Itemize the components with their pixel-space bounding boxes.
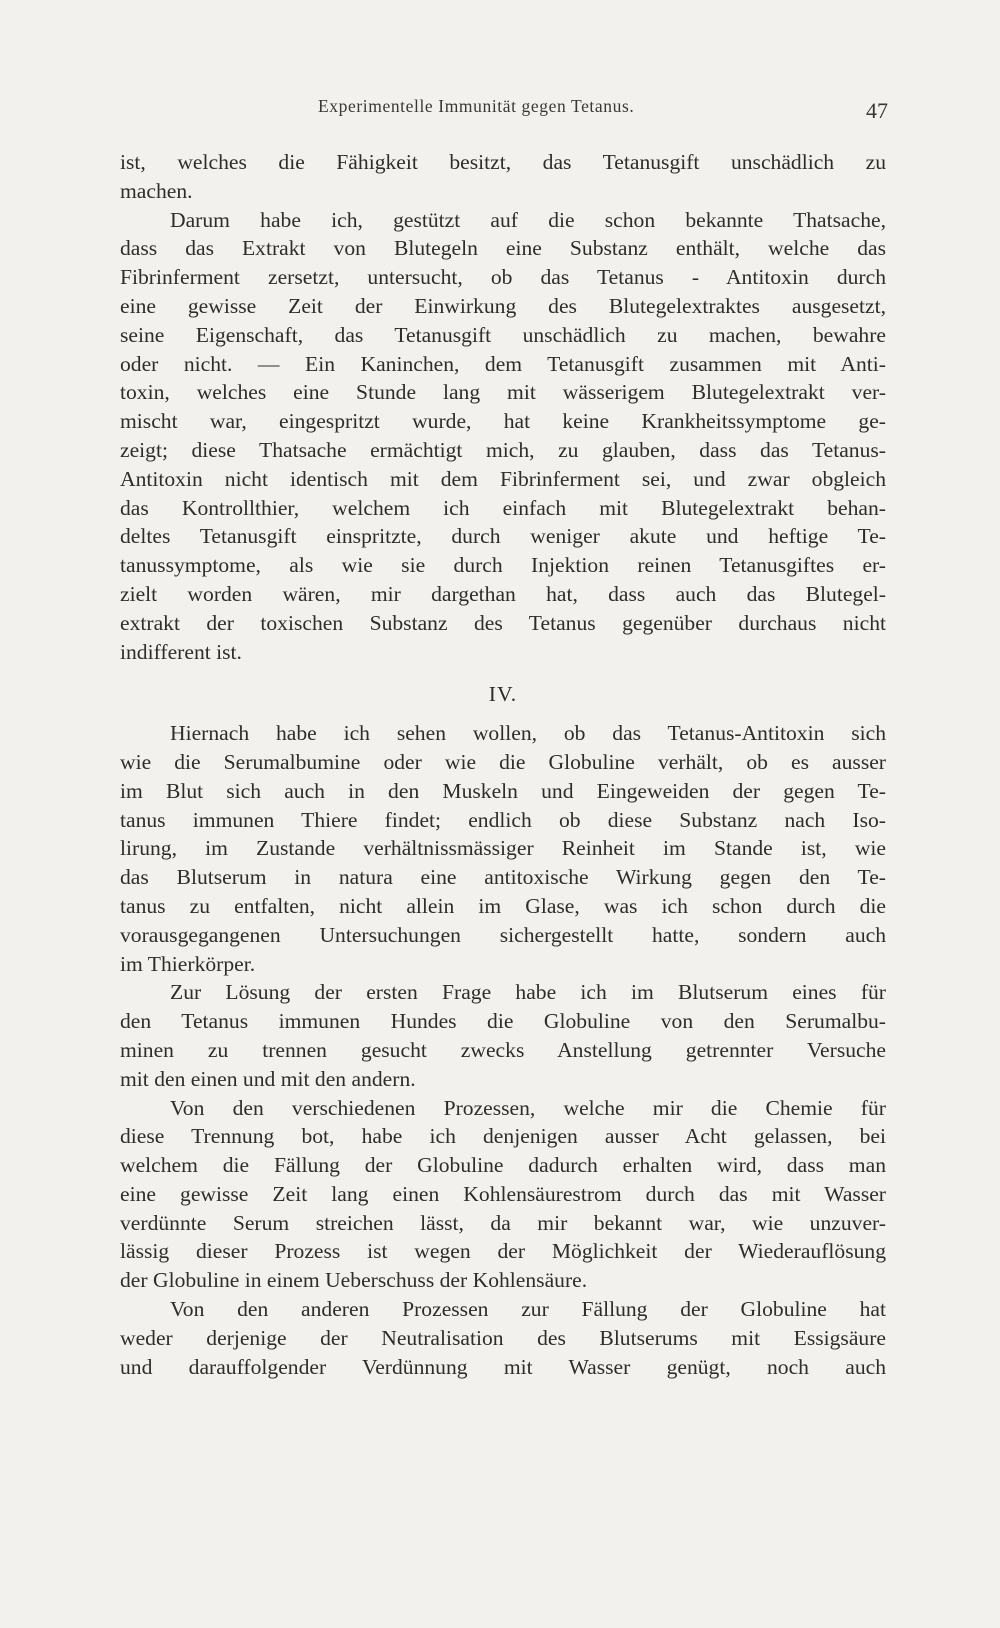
text-line: dass das Extrakt von Blutegeln eine Substanz enthält, welche das	[120, 236, 886, 261]
text-line: verdünnte Serum streichen lässt, da mir bekannt war, wie unzuver-	[120, 1210, 886, 1235]
text-line: weder derjenige der Neutralisation des Blutserums mit Essigsäure	[120, 1325, 886, 1350]
page-header	[118, 96, 888, 126]
text-line: Hiernach habe ich sehen wollen, ob das Tetanus-Antitoxin sich	[170, 721, 886, 746]
text-line: tanussymptome, als wie sie durch Injektion reinen Tetanusgiftes er-	[120, 553, 886, 578]
text-line: das Kontrollthier, welchem ich einfach mit Blutegelextrakt behan-	[120, 495, 886, 520]
text-line: mit den einen und mit den andern.	[120, 1066, 416, 1091]
text-line: eine gewisse Zeit lang einen Kohlensäurestrom durch das mit Wasser	[120, 1181, 886, 1206]
paragraph	[120, 719, 886, 978]
text-line: seine Eigenschaft, das Tetanusgift unschädlich zu machen, bewahre	[120, 322, 886, 347]
paragraph	[120, 1094, 886, 1296]
text-line: minen zu trennen gesucht zwecks Anstellung getrennter Versuche	[120, 1037, 886, 1062]
text-line: und darauffolgender Verdünnung mit Wasser genügt, noch auch	[120, 1354, 886, 1379]
text-line: wie die Serumalbumine oder wie die Globuline verhält, ob es ausser	[120, 749, 886, 774]
page-body	[120, 148, 886, 1381]
text-line: zeigt; diese Thatsache ermächtigt mich, zu glauben, dass das Tetanus-	[120, 437, 886, 462]
text-line: Von den verschiedenen Prozessen, welche mir die Chemie für	[170, 1095, 886, 1120]
text-line: indifferent ist.	[120, 639, 242, 664]
text-line: Zur Lösung der ersten Frage habe ich im Blutserum eines für	[170, 980, 886, 1005]
text-line: im Thierkörper.	[120, 951, 256, 976]
text-line: das Blutserum in natura eine antitoxische Wirkung gegen den Te-	[120, 865, 886, 890]
text-line: deltes Tetanusgift einspritzte, durch weniger akute und heftige Te-	[120, 524, 886, 549]
paragraph	[120, 978, 886, 1093]
text-line: welchem die Fällung der Globuline dadurch erhalten wird, dass man	[120, 1153, 886, 1178]
text-line: Fibrinferment zersetzt, untersucht, ob das Tetanus - Antitoxin durch	[120, 265, 886, 290]
text-line: Darum habe ich, gestützt auf die schon bekannte Thatsache,	[170, 207, 886, 232]
text-line: lässig dieser Prozess ist wegen der Möglichkeit der Wiederauflösung	[120, 1239, 886, 1264]
text-line: mischt war, eingespritzt wurde, hat keine Krankheitssymptome ge-	[120, 409, 886, 434]
text-line: tanus immunen Thiere findet; endlich ob diese Substanz nach Iso-	[120, 807, 886, 832]
text-line: Von den anderen Prozessen zur Fällung der Globuline hat	[170, 1297, 886, 1322]
text-line: zielt worden wären, mir dargethan hat, dass auch das Blutegel-	[120, 581, 886, 606]
text-line: toxin, welches eine Stunde lang mit wässerigem Blutegelextrakt ver-	[120, 380, 886, 405]
paragraph	[120, 206, 886, 667]
page-number: 47	[866, 98, 888, 123]
text-line: vorausgegangenen Untersuchungen sichergestellt hatte, sondern auch	[120, 922, 886, 947]
text-line: machen.	[120, 178, 193, 203]
paragraph	[120, 148, 886, 206]
paragraph	[120, 1295, 886, 1381]
section-heading: IV.	[488, 682, 518, 707]
text-line: im Blut sich auch in den Muskeln und Eingeweiden der gegen Te-	[120, 778, 886, 803]
text-line: lirung, im Zustande verhältnissmässiger Reinheit im Stande ist, wie	[120, 836, 886, 861]
text-line: Antitoxin nicht identisch mit dem Fibrinferment sei, und zwar obgleich	[120, 466, 886, 491]
running-head: Experimentelle Immunität gegen Tetanus.	[318, 96, 635, 116]
text-line: eine gewisse Zeit der Einwirkung des Blutegelextraktes ausgesetzt,	[120, 293, 886, 318]
text-line: extrakt der toxischen Substanz des Tetanus gegenüber durchaus nicht	[120, 610, 886, 635]
text-line: diese Trennung bot, habe ich denjenigen ausser Acht gelassen, bei	[120, 1124, 886, 1149]
text-line: den Tetanus immunen Hundes die Globuline von den Serumalbu-	[120, 1009, 886, 1034]
text-line: oder nicht. — Ein Kaninchen, dem Tetanusgift zusammen mit Anti-	[120, 351, 886, 376]
text-line: tanus zu entfalten, nicht allein im Glase, was ich schon durch die	[120, 893, 886, 918]
text-line: ist, welches die Fähigkeit besitzt, das Tetanusgift unschädlich zu	[120, 150, 886, 174]
text-line: der Globuline in einem Ueberschuss der Kohlensäure.	[120, 1268, 588, 1293]
